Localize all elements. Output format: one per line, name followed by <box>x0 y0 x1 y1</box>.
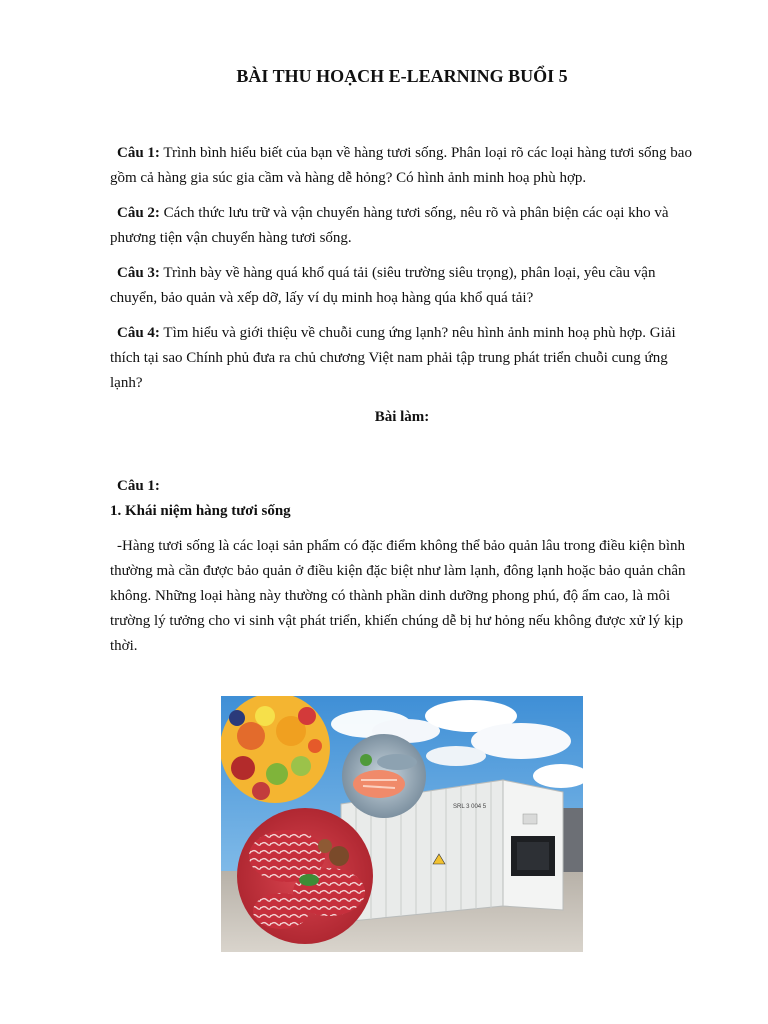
fresh-goods-cold-container-image <box>221 696 583 952</box>
question-2-text: Cách thức lưu trữ và vận chuyển hàng tươi sống, nêu rõ và phân biện các oại kho và phương tiện vận chuyển hàng tươi sống. <box>110 205 669 246</box>
question-1-text: Trình bình hiểu biết của bạn về hàng tươi sống. Phân loại rõ các loại hàng tươi sống bao gồm cả hàng gia súc gia cầm và hàng dễ hỏng? Có hình ảnh minh hoạ phù hợp. <box>110 145 692 186</box>
question-4-text: Tìm hiểu và giới thiệu về chuỗi cung ứng lạnh? nêu hình ảnh minh hoạ phù hợp. Giải thích tại sao Chính phủ đưa ra chủ chương Việt nam phải tập trung phát triển chuỗi cung ứng lạnh? <box>110 325 676 391</box>
question-3-label: Câu 3: <box>117 265 160 281</box>
question-1 <box>110 141 700 191</box>
question-2 <box>110 201 700 251</box>
question-3 <box>110 261 700 311</box>
question-4 <box>110 321 700 396</box>
document-title: BÀI THU HOẠCH E-LEARNING BUỔI 5 <box>236 66 568 86</box>
question-2-label: Câu 2: <box>117 205 160 221</box>
container-marking: SRL 3 004 5 <box>453 804 487 810</box>
question-1-label: Câu 1: <box>117 145 160 161</box>
section-1-heading: 1. Khái niệm hàng tươi sống <box>110 503 291 519</box>
question-3-text: Trình bày về hàng quá khổ quá tải (siêu trường siêu trọng), phân loại, yêu cầu vận chuyển, bảo quản và xếp dỡ, lấy ví dụ minh hoạ hàng qúa khổ quá tải? <box>110 265 656 306</box>
question-4-label: Câu 4: <box>117 325 160 341</box>
cau-1-heading: Câu 1: <box>117 478 160 494</box>
bai-lam-heading: Bài làm: <box>374 409 430 425</box>
section-1-body: -Hàng tươi sống là các loại sản phẩm có đặc điểm không thể bảo quản lâu trong điều kiện bình thường mà cần được bảo quản ở điều kiện đặc biệt như làm lạnh, đông lạnh hoặc bảo quản chân không. Những loại hàng này thường có thành phần dinh dưỡng phong phú, độ ẩm cao, là môi trường lý tưởng cho vi sinh vật phát triển, khiến chúng dễ bị hư hỏng nếu không được xử lý kịp thời. <box>110 538 686 654</box>
